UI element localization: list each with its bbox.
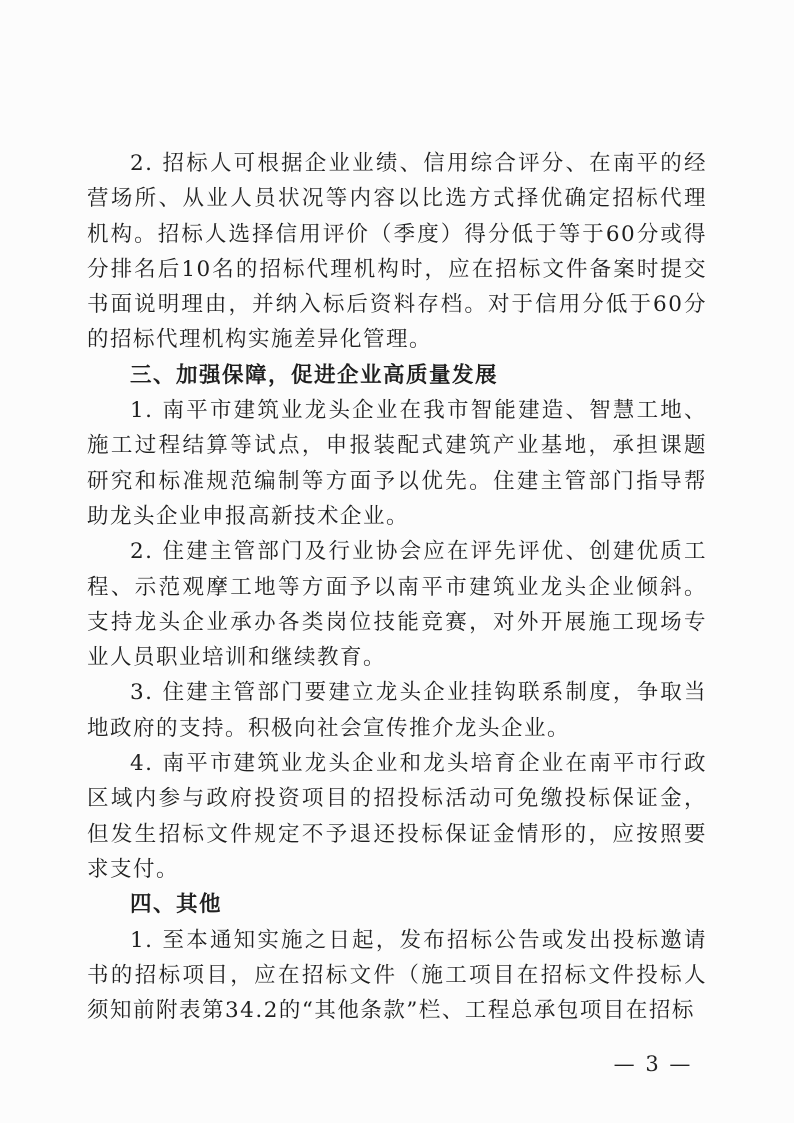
document-body bbox=[87, 146, 707, 1028]
page-number: — 3 — bbox=[613, 1052, 693, 1076]
section-heading-three: 三、加强保障，促进企业高质量发展 bbox=[130, 362, 499, 388]
paragraph-implementation: 1. 至本通知实施之日起，发布招标公告或发出投标邀请书的招标项目，应在招标文件（施工项目在招标文件投标人须知前附表第34.2的“其他条款”栏、工程总承包项目在招标 bbox=[87, 927, 707, 1024]
paragraph-awards-preference: 2. 住建主管部门及行业协会应在评先评优、创建优质工程、示范观摩工地等方面予以南平市建筑业龙头企业倾斜。支持龙头企业承办各类岗位技能竞赛，对外开展施工现场专业人员职业培训和继续教育。 bbox=[87, 539, 707, 671]
section-heading-four: 四、其他 bbox=[130, 892, 223, 918]
paragraph-leading-enterprise-priority: 1. 南平市建筑业龙头企业在我市智能建造、智慧工地、施工过程结算等试点，申报装配式建筑产业基地，承担课题研究和标准规范编制等方面予以优先。住建主管部门指导帮助龙头企业申报高新技术企业。 bbox=[87, 398, 707, 529]
paragraph-bid-bond-exemption: 4. 南平市建筑业龙头企业和龙头培育企业在南平市行政区域内参与政府投资项目的招投标活动可免缴投标保证金，但发生招标文件规定不予退还投标保证金情形的，应按照要求支付。 bbox=[87, 751, 707, 882]
paragraph-bid-agency-selection: 2. 招标人可根据企业业绩、信用综合评分、在南平的经营场所、从业人员状况等内容以比选方式择优确定招标代理机构。招标人选择信用评价（季度）得分低于等于60分或得分排名后10名的招标代理机构时，应在招标文件备案时提交书面说明理由，并纳入标后资料存档。对于信用分低于60分的招标代理机构实施差异化管理。 bbox=[87, 151, 707, 353]
paragraph-liaison-system: 3. 住建主管部门要建立龙头企业挂钩联系制度，争取当地政府的支持。积极向社会宣传推介龙头企业。 bbox=[87, 680, 707, 741]
